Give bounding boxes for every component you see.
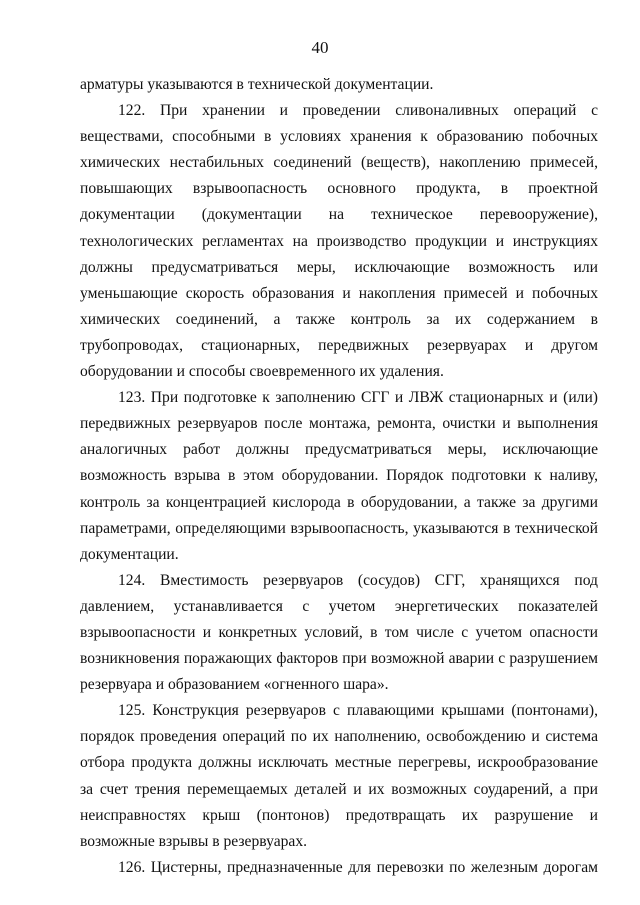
page-number: 40	[311, 38, 329, 57]
paragraph-123: 123. При подготовке к заполнению СГГ и ЛВЖ стационарных и (или) передвижных резервуаров после монтажа, ремонта, очистки и выполнения аналогичных работ должны предусматриваться меры, исключающие возможность взрыва в этом оборудовании. Порядок подготовки к наливу, контроль за концентрацией кислорода в оборудовании, а также за другими параметрами, определяющими взрывоопасность, указываются в технической документации.	[80, 389, 598, 563]
paragraph-122: 122. При хранении и проведении сливоналивных операций с веществами, способными в условиях хранения к образованию побочных химических нестабильных соединений (веществ), накоплению примесей, повышающих взрывоопасность основного продукта, в проектной документации (документации на техническое перевооружение), технологических регламентах на производство продукции и инструкциях должны предусматриваться меры, исключающие возможность или уменьшающие скорость образования и накопления примесей и побочных химических соединений, а также контроль за их содержанием в трубопроводах, стационарных, передвижных резервуарах и другом оборудовании и способы своевременного их удаления.	[80, 102, 598, 381]
document-body	[80, 72, 598, 881]
paragraph-126: 126. Цистерны, предназначенные для перевозки по железным дорогам	[118, 858, 598, 876]
paragraph-continuation: арматуры указываются в технической документации.	[80, 76, 434, 93]
paragraph-125: 125. Конструкция резервуаров с плавающими крышами (понтонами), порядок проведения операций по их наполнению, освобождению и система отбора продукта должны исключать местные перегревы, искрообразование за счет трения перемещаемых деталей и их возможных соударений, а при неисправностях крыш (понтонов) предотвращать их разрушение и возможные взрывы в резервуарах.	[80, 702, 598, 850]
paragraph-124: 124. Вместимость резервуаров (сосудов) СГГ, хранящихся под давлением, устанавливается с учетом энергетических показателей взрывоопасности и конкретных условий, в том числе с учетом опасности возникновения поражающих факторов при возможной аварии с разрушением резервуара и образованием «огненного шара».	[80, 571, 598, 694]
